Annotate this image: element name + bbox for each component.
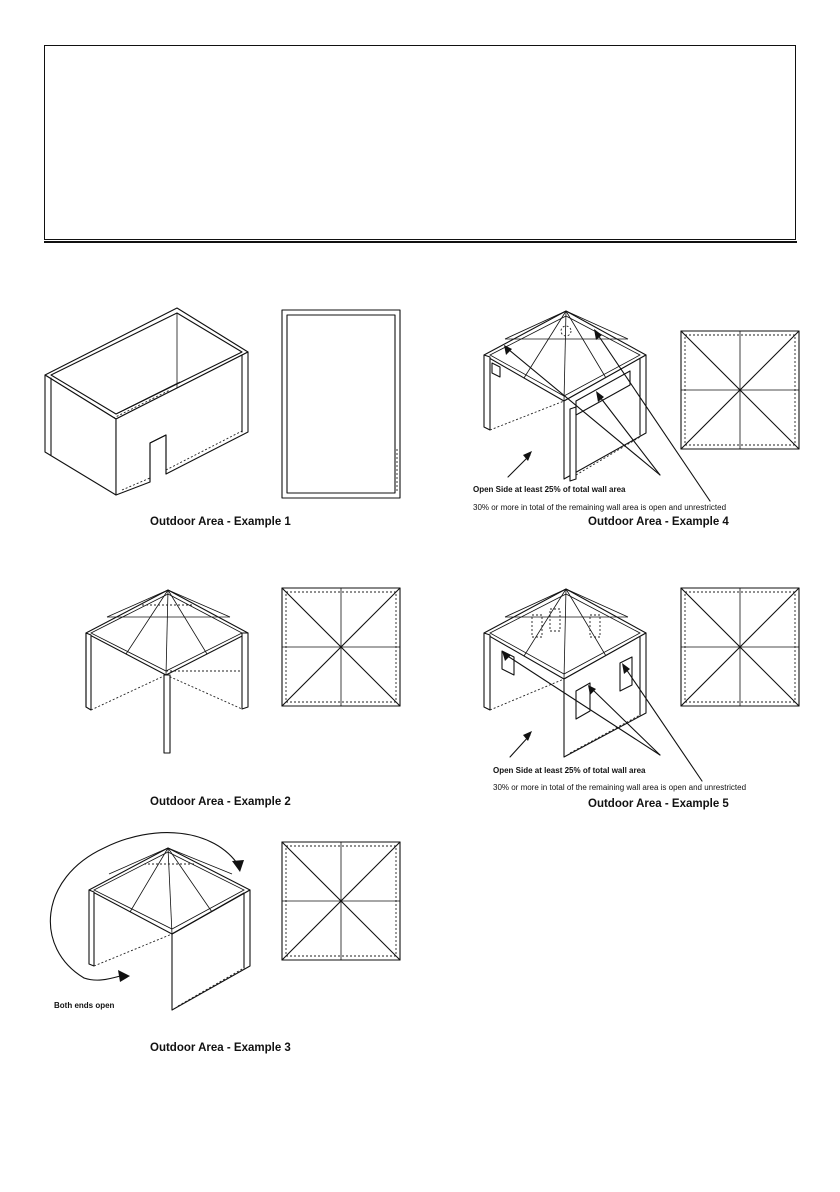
example-3-caption: Outdoor Area - Example 3 (150, 1042, 291, 1054)
example-2-caption: Outdoor Area - Example 2 (150, 796, 291, 808)
example-1-isometric (40, 300, 255, 495)
example-4-note-open-side: Open Side at least 25% of total wall area (473, 485, 626, 494)
example-5-note-remaining: 30% or more in total of the remaining wall area is open and unrestricted (493, 783, 747, 792)
example-4-caption: Outdoor Area - Example 4 (588, 516, 729, 528)
example-3-note-both-ends: Both ends open (54, 1001, 115, 1010)
example-2-isometric (82, 585, 252, 760)
example-4-plan (680, 330, 800, 450)
example-1-plan (281, 309, 401, 499)
example-5-plan (680, 587, 800, 707)
example-5-note-open-side: Open Side at least 25% of total wall area (493, 766, 646, 775)
example-1-caption: Outdoor Area - Example 1 (150, 516, 291, 528)
header-box (44, 45, 796, 240)
example-3-plan (281, 841, 401, 961)
example-3-isometric (44, 808, 269, 1013)
example-4-note-remaining: 30% or more in total of the remaining wall area is open and unrestricted (473, 503, 727, 512)
example-2-plan (281, 587, 401, 707)
example-5-caption: Outdoor Area - Example 5 (588, 798, 729, 810)
